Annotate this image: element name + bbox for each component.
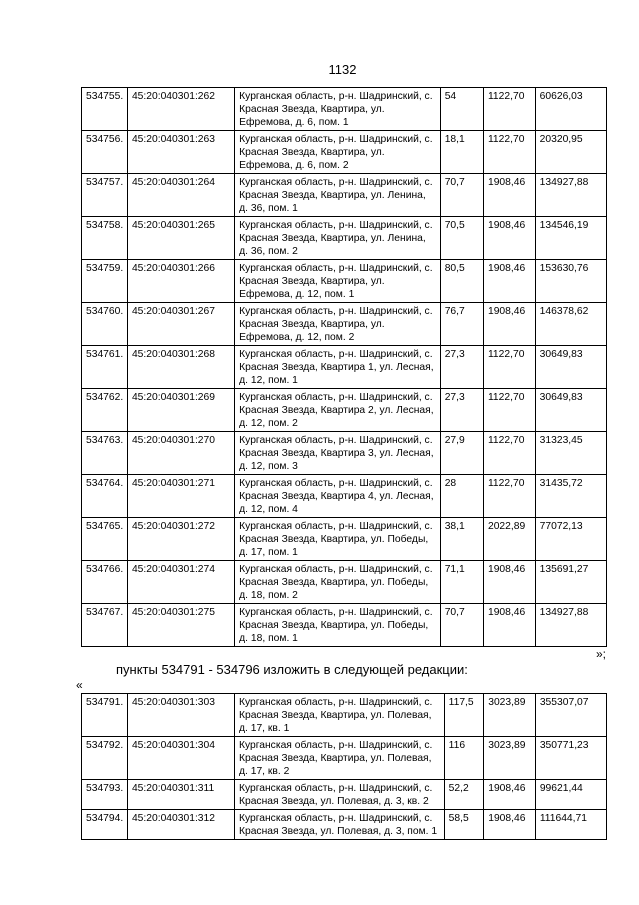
- address-cell: Курганская область, р-н. Шадринский, с. Красная Звезда, ул. Полевая, д. 3, кв. 2: [234, 780, 444, 810]
- opening-quote: «: [76, 678, 83, 692]
- item-number-cell: 534764.: [82, 475, 128, 518]
- value-cell: 30649,83: [535, 346, 606, 389]
- rate-cell: 1122,70: [483, 432, 535, 475]
- closing-quote: »;: [596, 647, 607, 661]
- value-cell: 31435,72: [535, 475, 606, 518]
- value-cell: 355307,07: [535, 694, 606, 737]
- address-cell: Курганская область, р-н. Шадринский, с. Красная Звезда, Квартира, ул. Полевая, д. 17, кв. 2: [234, 737, 444, 780]
- item-number-cell: 534765.: [82, 518, 128, 561]
- item-number-cell: 534763.: [82, 432, 128, 475]
- item-number-cell: 534791.: [82, 694, 128, 737]
- cadastral-number-cell: 45:20:040301:304: [127, 737, 234, 780]
- cadastral-number-cell: 45:20:040301:274: [127, 561, 234, 604]
- property-table-2: [81, 693, 607, 840]
- area-cell: 52,2: [444, 780, 484, 810]
- area-cell: 58,5: [444, 810, 484, 840]
- address-cell: Курганская область, р-н. Шадринский, с. Красная Звезда, Квартира, ул. Ефремова, д. 12, пом. 2: [235, 303, 441, 346]
- table-row: [82, 432, 607, 475]
- table-row: [82, 737, 607, 780]
- rate-cell: 1122,70: [483, 346, 535, 389]
- value-cell: 350771,23: [535, 737, 606, 780]
- value-cell: 20320,95: [535, 131, 606, 174]
- property-table-1-body: [82, 88, 607, 647]
- table-row: [82, 346, 607, 389]
- rate-cell: 1908,46: [483, 260, 535, 303]
- cadastral-number-cell: 45:20:040301:311: [127, 780, 234, 810]
- address-cell: Курганская область, р-н. Шадринский, с. Красная Звезда, Квартира, ул. Победы, д. 18, пом. 2: [235, 561, 441, 604]
- value-cell: 60626,03: [535, 88, 606, 131]
- item-number-cell: 534760.: [82, 303, 128, 346]
- rate-cell: 1122,70: [483, 88, 535, 131]
- rate-cell: 1908,46: [483, 217, 535, 260]
- address-cell: Курганская область, р-н. Шадринский, с. Красная Звезда, Квартира 4, ул. Лесная, д. 12, пом. 4: [235, 475, 441, 518]
- table-row: [82, 518, 607, 561]
- rate-cell: 1122,70: [483, 389, 535, 432]
- table-row: [82, 174, 607, 217]
- item-number-cell: 534794.: [82, 810, 128, 840]
- address-cell: Курганская область, р-н. Шадринский, с. Красная Звезда, Квартира, ул. Победы, д. 17, пом. 1: [235, 518, 441, 561]
- cadastral-number-cell: 45:20:040301:312: [127, 810, 234, 840]
- value-cell: 31323,45: [535, 432, 606, 475]
- item-number-cell: 534759.: [82, 260, 128, 303]
- area-cell: 70,7: [440, 174, 483, 217]
- address-cell: Курганская область, р-н. Шадринский, с. Красная Звезда, Квартира, ул. Ефремова, д. 12, пом. 1: [235, 260, 441, 303]
- address-cell: Курганская область, р-н. Шадринский, с. Красная Звезда, Квартира, ул. Ефремова, д. 6, пом. 2: [235, 131, 441, 174]
- value-cell: 135691,27: [535, 561, 606, 604]
- address-cell: Курганская область, р-н. Шадринский, с. Красная Звезда, ул. Полевая, д. 3, пом. 1: [234, 810, 444, 840]
- area-cell: 76,7: [440, 303, 483, 346]
- area-cell: 18,1: [440, 131, 483, 174]
- item-number-cell: 534767.: [82, 604, 128, 647]
- rate-cell: 1908,46: [483, 303, 535, 346]
- area-cell: 70,7: [440, 604, 483, 647]
- address-cell: Курганская область, р-н. Шадринский, с. Красная Звезда, Квартира 2, ул. Лесная, д. 12, пом. 2: [235, 389, 441, 432]
- address-cell: Курганская область, р-н. Шадринский, с. Красная Звезда, Квартира, ул. Полевая, д. 17, кв. 1: [234, 694, 444, 737]
- value-cell: 146378,62: [535, 303, 606, 346]
- cadastral-number-cell: 45:20:040301:267: [127, 303, 234, 346]
- rate-cell: 1908,46: [484, 810, 536, 840]
- cadastral-number-cell: 45:20:040301:268: [127, 346, 234, 389]
- table-row: [82, 561, 607, 604]
- value-cell: 134927,88: [535, 604, 606, 647]
- value-cell: 153630,76: [535, 260, 606, 303]
- item-number-cell: 534792.: [82, 737, 128, 780]
- cadastral-number-cell: 45:20:040301:303: [127, 694, 234, 737]
- rate-cell: 1908,46: [483, 604, 535, 647]
- value-cell: 77072,13: [535, 518, 606, 561]
- cadastral-number-cell: 45:20:040301:270: [127, 432, 234, 475]
- table-row: [82, 217, 607, 260]
- address-cell: Курганская область, р-н. Шадринский, с. Красная Звезда, Квартира, ул. Ленина, д. 36, пом. 2: [235, 217, 441, 260]
- rate-cell: 3023,89: [484, 737, 536, 780]
- item-number-cell: 534766.: [82, 561, 128, 604]
- cadastral-number-cell: 45:20:040301:262: [127, 88, 234, 131]
- area-cell: 27,3: [440, 389, 483, 432]
- table-row: [82, 131, 607, 174]
- rate-cell: 2022,89: [483, 518, 535, 561]
- item-number-cell: 534756.: [82, 131, 128, 174]
- area-cell: 80,5: [440, 260, 483, 303]
- area-cell: 27,3: [440, 346, 483, 389]
- area-cell: 70,5: [440, 217, 483, 260]
- cadastral-number-cell: 45:20:040301:272: [127, 518, 234, 561]
- property-table-1: [81, 87, 607, 647]
- value-cell: 134927,88: [535, 174, 606, 217]
- area-cell: 116: [444, 737, 484, 780]
- cadastral-number-cell: 45:20:040301:264: [127, 174, 234, 217]
- item-number-cell: 534758.: [82, 217, 128, 260]
- rate-cell: 3023,89: [484, 694, 536, 737]
- cadastral-number-cell: 45:20:040301:263: [127, 131, 234, 174]
- table-row: [82, 475, 607, 518]
- cadastral-number-cell: 45:20:040301:266: [127, 260, 234, 303]
- rate-cell: 1908,46: [484, 780, 536, 810]
- rate-cell: 1122,70: [483, 131, 535, 174]
- table-row: [82, 303, 607, 346]
- address-cell: Курганская область, р-н. Шадринский, с. Красная Звезда, Квартира, ул. Победы, д. 18, пом. 1: [235, 604, 441, 647]
- table-row: [82, 780, 607, 810]
- address-cell: Курганская область, р-н. Шадринский, с. Красная Звезда, Квартира 1, ул. Лесная, д. 12, пом. 1: [235, 346, 441, 389]
- area-cell: 54: [440, 88, 483, 131]
- area-cell: 27,9: [440, 432, 483, 475]
- property-table-2-body: [82, 694, 607, 840]
- amendment-instruction: пункты 534791 - 534796 изложить в следующей редакции:: [116, 662, 468, 677]
- value-cell: 30649,83: [535, 389, 606, 432]
- area-cell: 38,1: [440, 518, 483, 561]
- value-cell: 99621,44: [535, 780, 606, 810]
- area-cell: 28: [440, 475, 483, 518]
- item-number-cell: 534761.: [82, 346, 128, 389]
- item-number-cell: 534757.: [82, 174, 128, 217]
- cadastral-number-cell: 45:20:040301:275: [127, 604, 234, 647]
- cadastral-number-cell: 45:20:040301:265: [127, 217, 234, 260]
- address-cell: Курганская область, р-н. Шадринский, с. Красная Звезда, Квартира 3, ул. Лесная, д. 12, пом. 3: [235, 432, 441, 475]
- rate-cell: 1122,70: [483, 475, 535, 518]
- table-row: [82, 604, 607, 647]
- item-number-cell: 534793.: [82, 780, 128, 810]
- rate-cell: 1908,46: [483, 174, 535, 217]
- cadastral-number-cell: 45:20:040301:271: [127, 475, 234, 518]
- area-cell: 71,1: [440, 561, 483, 604]
- page-number: 1132: [328, 62, 357, 77]
- rate-cell: 1908,46: [483, 561, 535, 604]
- item-number-cell: 534755.: [82, 88, 128, 131]
- table-row: [82, 810, 607, 840]
- address-cell: Курганская область, р-н. Шадринский, с. Красная Звезда, Квартира, ул. Ленина, д. 36, пом. 1: [235, 174, 441, 217]
- address-cell: Курганская область, р-н. Шадринский, с. Красная Звезда, Квартира, ул. Ефремова, д. 6, пом. 1: [235, 88, 441, 131]
- table-row: [82, 260, 607, 303]
- value-cell: 111644,71: [535, 810, 606, 840]
- value-cell: 134546,19: [535, 217, 606, 260]
- table-row: [82, 389, 607, 432]
- table-row: [82, 88, 607, 131]
- table-row: [82, 694, 607, 737]
- cadastral-number-cell: 45:20:040301:269: [127, 389, 234, 432]
- item-number-cell: 534762.: [82, 389, 128, 432]
- area-cell: 117,5: [444, 694, 484, 737]
